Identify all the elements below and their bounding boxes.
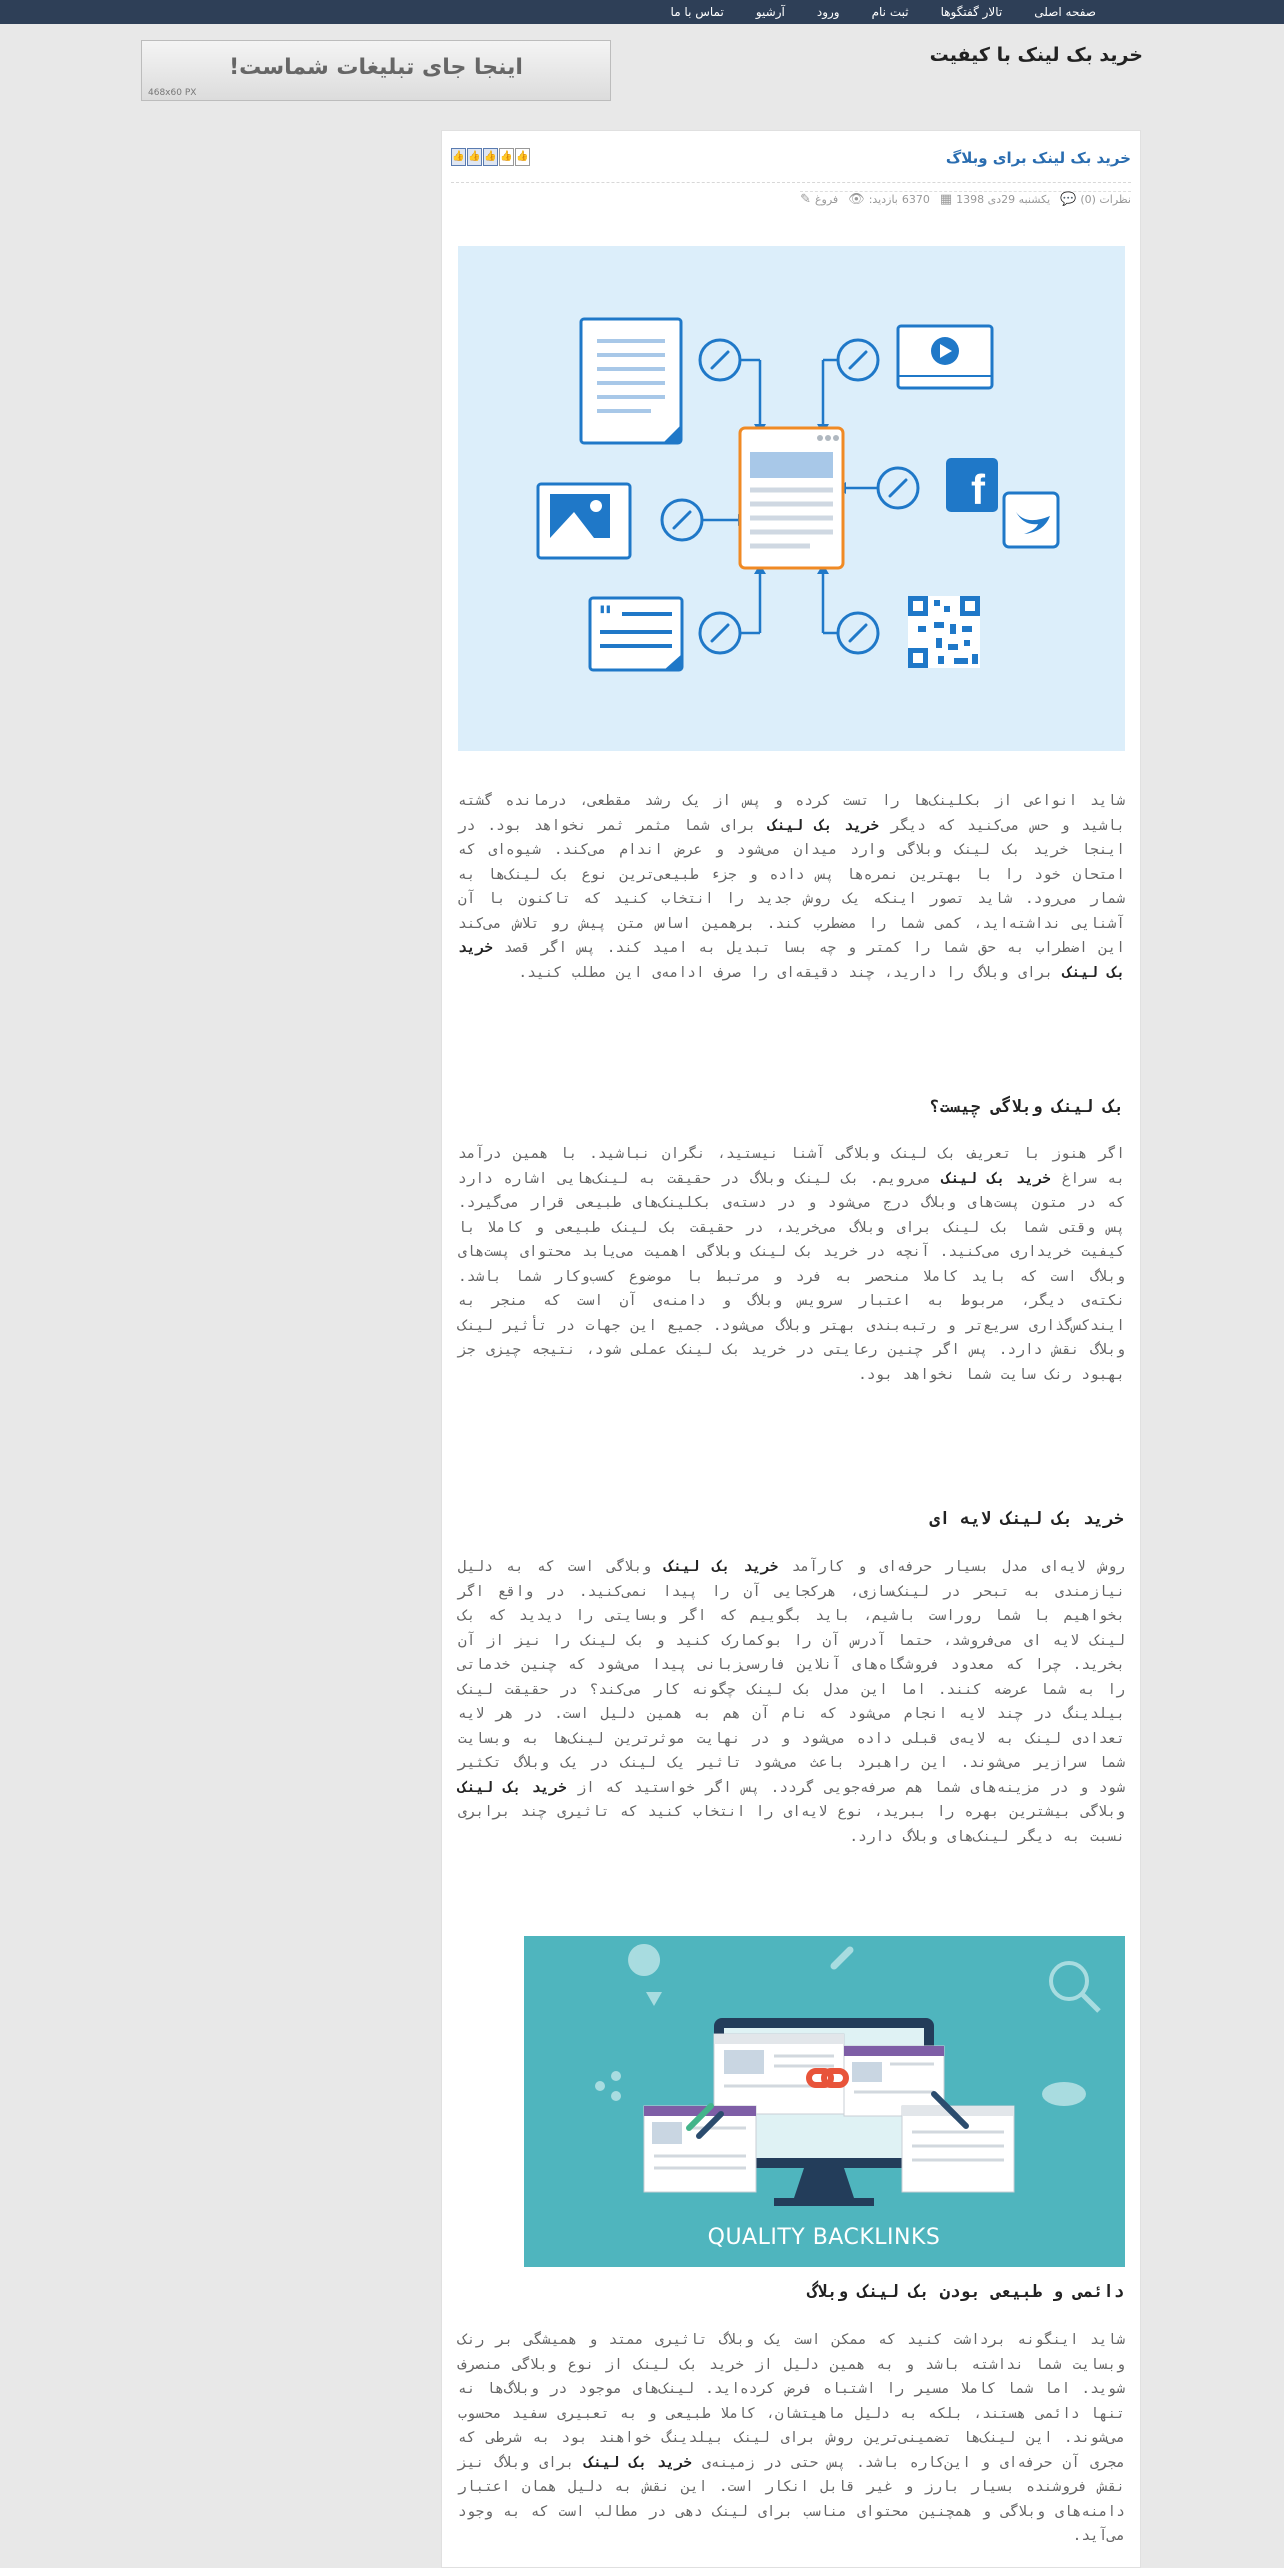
nav-login[interactable]: ورود [816,5,840,19]
text-run: وبلاگی بیشترین بهره را ببرید، نوع لایه‌ای را انتخاب کنید که تاثیری چند برابری نسبت به دیگر لینک‌های وبلاگ دارد. [458,1804,1125,1845]
nav-contact[interactable]: تماس با ما [670,5,724,19]
text-run: برای وبلاگ نیز نقش فروشنده بسیار بارز و غیر قابل انکار است. این نقش به دلیل همان اعتبار دامنه‌های وبلاگی و همچنین محتوای مناسب برای لینک دهی در مطالب است که به وجود می‌آید. [458,2454,1125,2544]
text-run: برای وبلاگ را دارید، چند دقیقه‌ای را صرف ادامه‌ی این مطلب کنید. [518,964,1063,981]
text-run: شاید انواعی از بکلینک‌ها را تست کرده و پس از یک رشد مقطعی، درمانده گشته باشید و حس می‌کنید که دیگر [458,793,1125,834]
text-run: وبلاگی است که به دلیل نیازمندی به تبحر در لینک‌سازی، هرکجایی آن را پیدا نمی‌کنید. در واقع اگر بخواهیم با شما روراست باشیم، باید بگوییم که اگر وبسایتی را دیدید که بک لینک لایه ای می‌فروشد، حتما آدرس آن را بوکمارک کنید و بک لینک را نیز از آن بخرید. چرا که معدود فروشگاه‌های آنلاین فارسی‌زبانی پیدا می‌شود که چنین خدماتی را به شما عرضه کنند. اما این مدل بک لینک چگونه کار می‌کند؟ در حقیقت لینک بیلدینگ در چند لایه انجام می‌شود که نام آن هم به همین دلیل است. در هر لایه تعدادی لینک به لایه‌ی قبلی داده می‌شود و در نهایت موثرترین لینک‌ها به وبسایت شما سرازیر می‌شوند. این راهبرد باعث می‌شود تاثیر یک لینک در یک وبلاگ تکثیر شود و در مزینه‌های شما هم صرفه‌جویی گردد. پس اگر خواستید که از [458,1559,1126,1796]
keyword-link[interactable]: خرید بک لینک [458,1779,567,1796]
views-label: بازدید: [868,193,898,206]
keyword-link[interactable]: خرید بک لینک [941,1170,1051,1187]
post-title[interactable]: خرید بک لینک برای وبلاگ [945,149,1131,167]
backlink-diagram-image [458,246,1125,751]
nav-home[interactable]: صفحه اصلی [1034,5,1096,19]
post-date: یکشنبه 29دی 1398 [956,193,1051,206]
post-meta [800,191,1131,207]
meta-divider [451,182,1131,183]
post-card [441,130,1141,2568]
heading-layered-backlink: خرید بک لینک لایه ای [929,1509,1124,1529]
text-run: روش لایه‌ای مدل بسیار حرفه‌ای و کارآمد [778,1559,1125,1575]
meta-views [848,192,930,207]
quality-backlinks-svg [524,1936,1125,2267]
quality-backlinks-caption: QUALITY BACKLINKS [707,2225,941,2250]
rating-star-icon[interactable]: 👍 [499,148,514,166]
top-navbar [0,0,1284,24]
calendar-icon: ▦ [939,192,953,207]
quality-backlinks-image [524,1936,1125,2267]
paragraph-layered [458,1555,1125,1849]
backlink-diagram-svg [458,246,1125,751]
text-run: شاید اینگونه برداشت کنید که ممکن است یک وبلاگ تاثیری ممتد و همیشگی بر رنک وبسایت شما نداشته باشد و به همین دلیل از خرید بک لینک از نوع وبلاگی منصرف شوید. اما شما کاملا مسیر را اشتباه فرض کرده‌اید. لینک‌های موجود در وبلاگ‌ها نه تنها دائمی هستند، بلکه به دلیل ماهیتشان، کاملا طبیعی و به تعبیری سفید محسوب می‌شوند. این لینک‌ها تضمینی‌ترین روش برای لینک بیلدینگ خواهند بود به شرطی که مجری آن حرفه‌ای و این‌کاره باشد. پس حتی در زمینه‌ی [458,2332,1126,2471]
keyword-link[interactable]: خرید بک لینک [584,2454,692,2471]
ad-text: اینجا جای تبلیغات شماست! [229,55,523,80]
ad-size-label: 468x60 PX [148,88,197,98]
views-count: 6370 [901,193,930,206]
twitter-icon [1004,493,1058,547]
comments-icon: 💬 [1060,192,1077,207]
meta-date [940,192,1050,207]
nav-archive[interactable]: آرشیو [755,5,785,19]
rating-star-icon[interactable]: 👍 [451,148,466,166]
svg-text:f: f [971,466,985,513]
category-link[interactable]: فروغ [814,193,839,206]
heading-permanent-natural: دائمی و طبیعی بودن بک لینک وبلاگ [806,2282,1124,2302]
paragraph-definition [458,1142,1125,1387]
eye-icon: 👁 [848,192,865,207]
text-run: برای شما مثمر ثمر نخواهد بود. در اینجا خرید بک لینک وبلاگی وارد میدان می‌شود و عرض اندام می‌کند. شیوه‌ای که امتحان خود را با بهترین نمره‌ها پس داده و جزء طبیعی‌ترین نوع بک لینک‌ها به شمار می‌رود. شاید تصور اینکه یک روش جدید را انتخاب کنید که تاکنون با آن آشنایی نداشته‌اید، کمی شما را مضطرب کند. برهمین اساس متن پیش رو تلاش می‌کند این اضطراب به حق شما را کمتر و چه بسا تبدیل به امید کند. پس اگر قصد [458,817,1125,956]
text-run: اگر هنوز با تعریف بک لینک وبلاگی آشنا نیستید، نگران نباشید. با همین درآمد به سراغ [458,1146,1126,1187]
paragraph-intro [458,789,1125,985]
keyword-link[interactable]: خرید بک لینک [664,1559,779,1575]
edit-icon: ✎ [800,192,811,207]
nav-forum[interactable]: تالار گفتگوها [940,5,1003,19]
heading-what-is-blog-backlink: بک لینک وبلاگی چیست؟ [929,1097,1124,1117]
top-nav [671,0,1096,24]
rating-star-icon[interactable]: 👍 [515,148,530,166]
rating-stars[interactable] [451,148,530,166]
nav-register[interactable]: ثبت نام [871,5,909,19]
text-run: می‌رویم. بک لینک وبلاگ در حقیقت به لینک‌هایی اشاره دارد که در متون پست‌های وبلاگ درج می‌شود و در دسته‌ی بکلینک‌های طبیعی قرار می‌گیرد. پس وقتی شما بک لینک برای وبلاگ می‌خرید، در حقیقت بک لینک طبیعی و کاملا با کیفیت خریداری می‌کنید. آنچه در خرید بک لینک وبلاگی اهمیت می‌یابد محتوای پست‌های وبلاگ است که باید کاملا منحصر به فرد و مرتبط با موضوع کسب‌وکار شما باشد. نکته‌ی دیگر، مربوط به اعتبار سرویس وبلاگ و دامنه‌ی آن است که منجر به ایندکس‌گذاری سریع‌تر و رتبه‌بندی بهتر وبلاگ می‌شود. جمیع این جهات در تأثیر لینک وبلاگ نقش دارد. پس اگر چنین رعایتی در خرید بک لینک عملی شود، نتیجه چیزی جز بهبود رنک سایت شما نخواهد بود. [458,1170,1125,1383]
paragraph-permanent [458,2328,1125,2549]
rating-star-icon[interactable]: 👍 [467,148,482,166]
site-title[interactable]: خرید بک لینک با کیفیت [929,44,1143,66]
keyword-link[interactable]: خرید بک لینک [768,817,880,834]
keyword-link[interactable]: خرید بک لینک [458,940,1125,981]
meta-category[interactable] [800,192,838,207]
meta-comments[interactable] [1060,192,1131,207]
svg-text:": " [598,600,613,633]
rating-star-icon[interactable]: 👍 [483,148,498,166]
ad-banner[interactable] [141,40,611,101]
comments-link[interactable]: نظرات (0) [1080,193,1131,206]
